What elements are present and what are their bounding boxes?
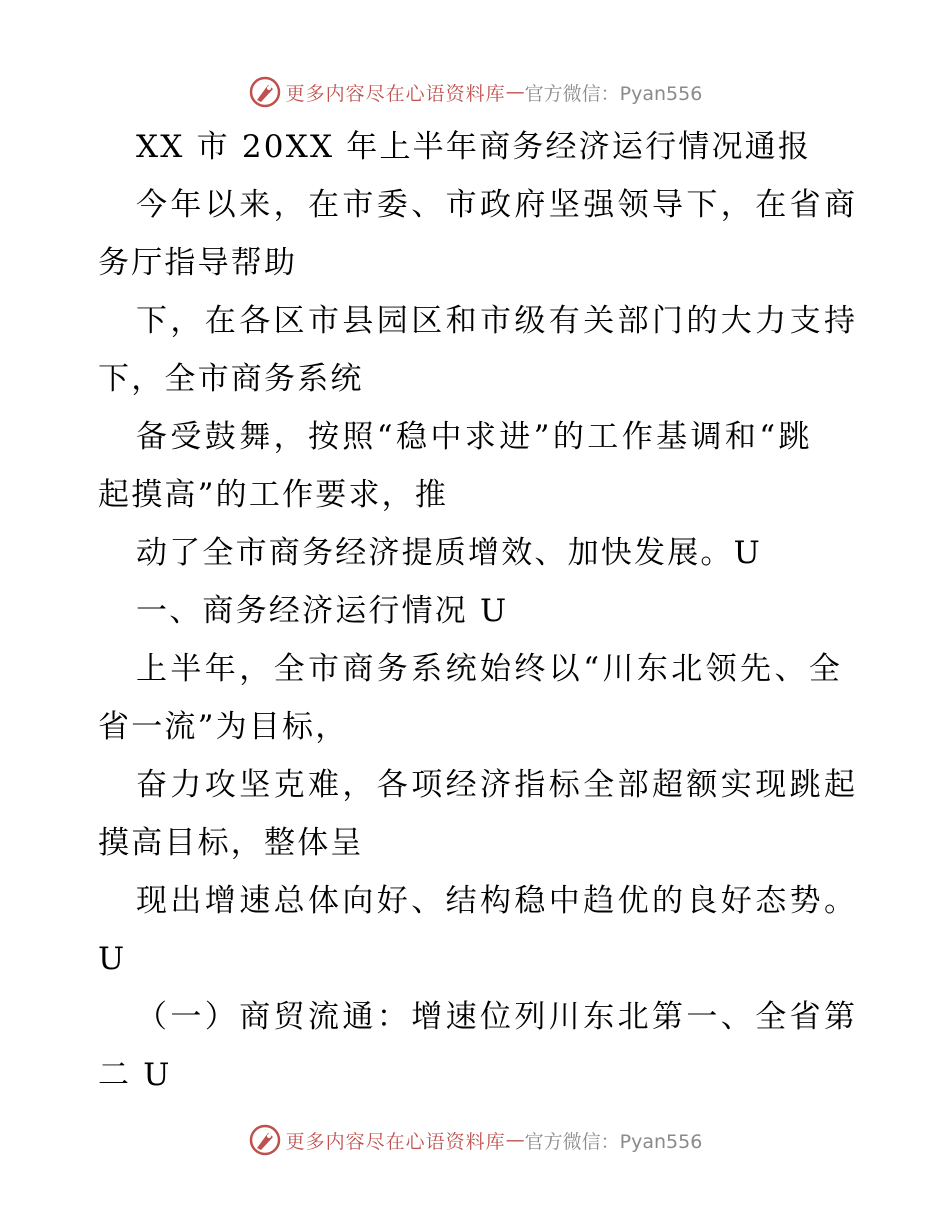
paragraph-line: U: [98, 941, 127, 977]
paragraph-line: 今年以来，在市委、市政府坚强领导下，在省商: [136, 187, 859, 223]
paragraph-line: 起摸高”的工作要求，推: [98, 477, 449, 513]
paragraph-line: 现出增速总体向好、结构稳中趋优的良好态势。: [136, 883, 859, 919]
document-title: XX 市 20XX 年上半年商务经济运行情况通报: [136, 129, 812, 165]
paragraph-line: 摸高目标，整体呈: [98, 825, 364, 861]
paragraph-line: 下，在各区市县园区和市级有关部门的大力支持: [136, 303, 859, 339]
paragraph-line: 二 U: [98, 1057, 172, 1093]
document-body: [98, 118, 858, 1104]
watermark-separator: —: [505, 1129, 525, 1151]
watermark-banner-top: [0, 72, 950, 112]
section-heading: 一、商务经济运行情况 U: [136, 593, 509, 629]
subsection-heading: （一）商贸流通：增速位列川东北第一、全省第: [136, 999, 859, 1035]
paragraph-line: 动了全市商务经济提质增效、加快发展。U: [136, 535, 762, 571]
paragraph-line: 奋力攻坚克难，各项经济指标全部超额实现跳起: [136, 767, 859, 803]
watermark-contact: 官方微信：Pyan556: [524, 82, 703, 105]
watermark-text: 更多内容尽在心语资料库: [285, 1130, 506, 1153]
paragraph-line: 省一流”为目标，: [98, 709, 349, 745]
paragraph-line: 备受鼓舞，按照“稳中求进”的工作基调和“跳: [136, 419, 813, 455]
watermark-banner-bottom: [0, 1120, 950, 1160]
watermark-contact: 官方微信：Pyan556: [524, 1130, 703, 1153]
watermark-text: 更多内容尽在心语资料库: [285, 82, 506, 105]
paragraph-line: 下，全市商务系统: [98, 361, 364, 397]
watermark-separator: —: [505, 81, 525, 103]
pen-nib-logo-icon: [248, 75, 282, 109]
paragraph-line: 务厅指导帮助: [98, 245, 298, 281]
pen-nib-logo-icon: [248, 1123, 282, 1157]
paragraph-line: 上半年，全市商务系统始终以“川东北领先、全: [136, 651, 844, 687]
